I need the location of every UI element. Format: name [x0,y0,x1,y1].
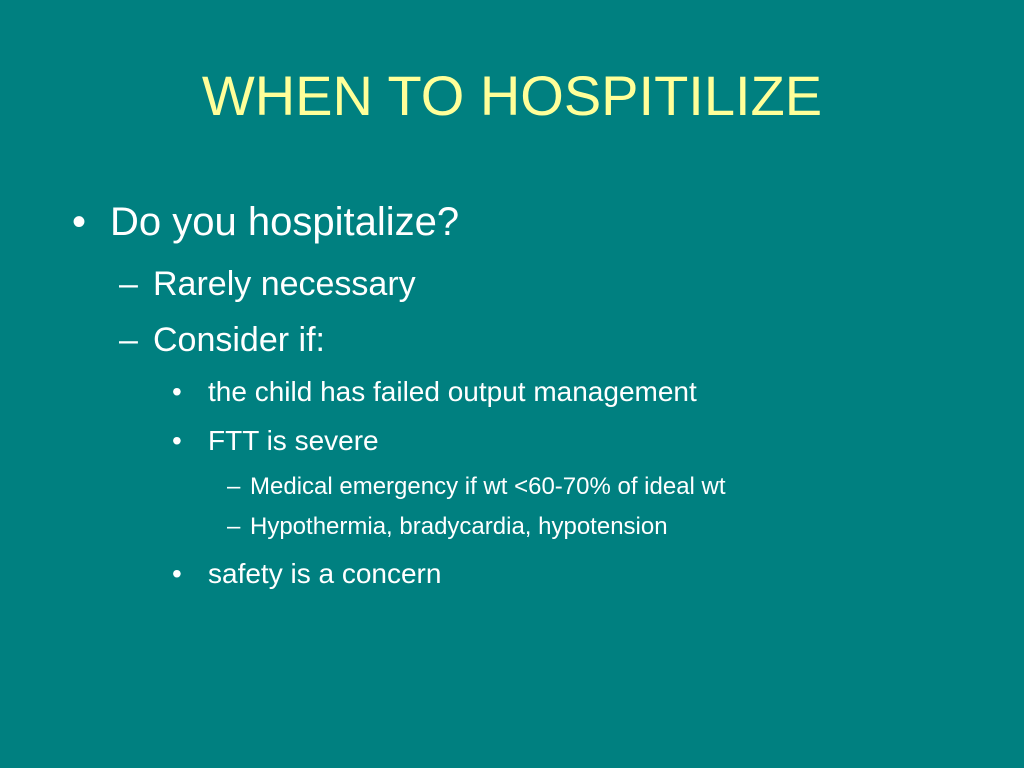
bullet-icon: • [172,376,182,407]
dash-icon: – [119,265,138,303]
bullet-icon: • [172,558,182,589]
slide-title: WHEN TO HOSPITILIZE [201,64,823,127]
sub-item-text: Consider if: [153,321,325,359]
dash-icon: – [119,321,138,359]
bullet-text: FTT is severe [208,425,379,456]
sub-item-text: Rarely necessary [153,265,416,303]
bullet-text: safety is a concern [208,558,442,589]
bullet-icon: • [172,425,182,456]
dash-icon: – [227,473,241,500]
bullet-icon: • [72,200,87,244]
sub-item-text: Medical emergency if wt <60-70% of ideal wt [250,473,726,500]
dash-icon: – [227,513,241,540]
bullet-text: Do you hospitalize? [110,200,460,244]
bullet-text: the child has failed output management [208,376,697,407]
sub-item-text: Hypothermia, bradycardia, hypotension [250,513,668,540]
